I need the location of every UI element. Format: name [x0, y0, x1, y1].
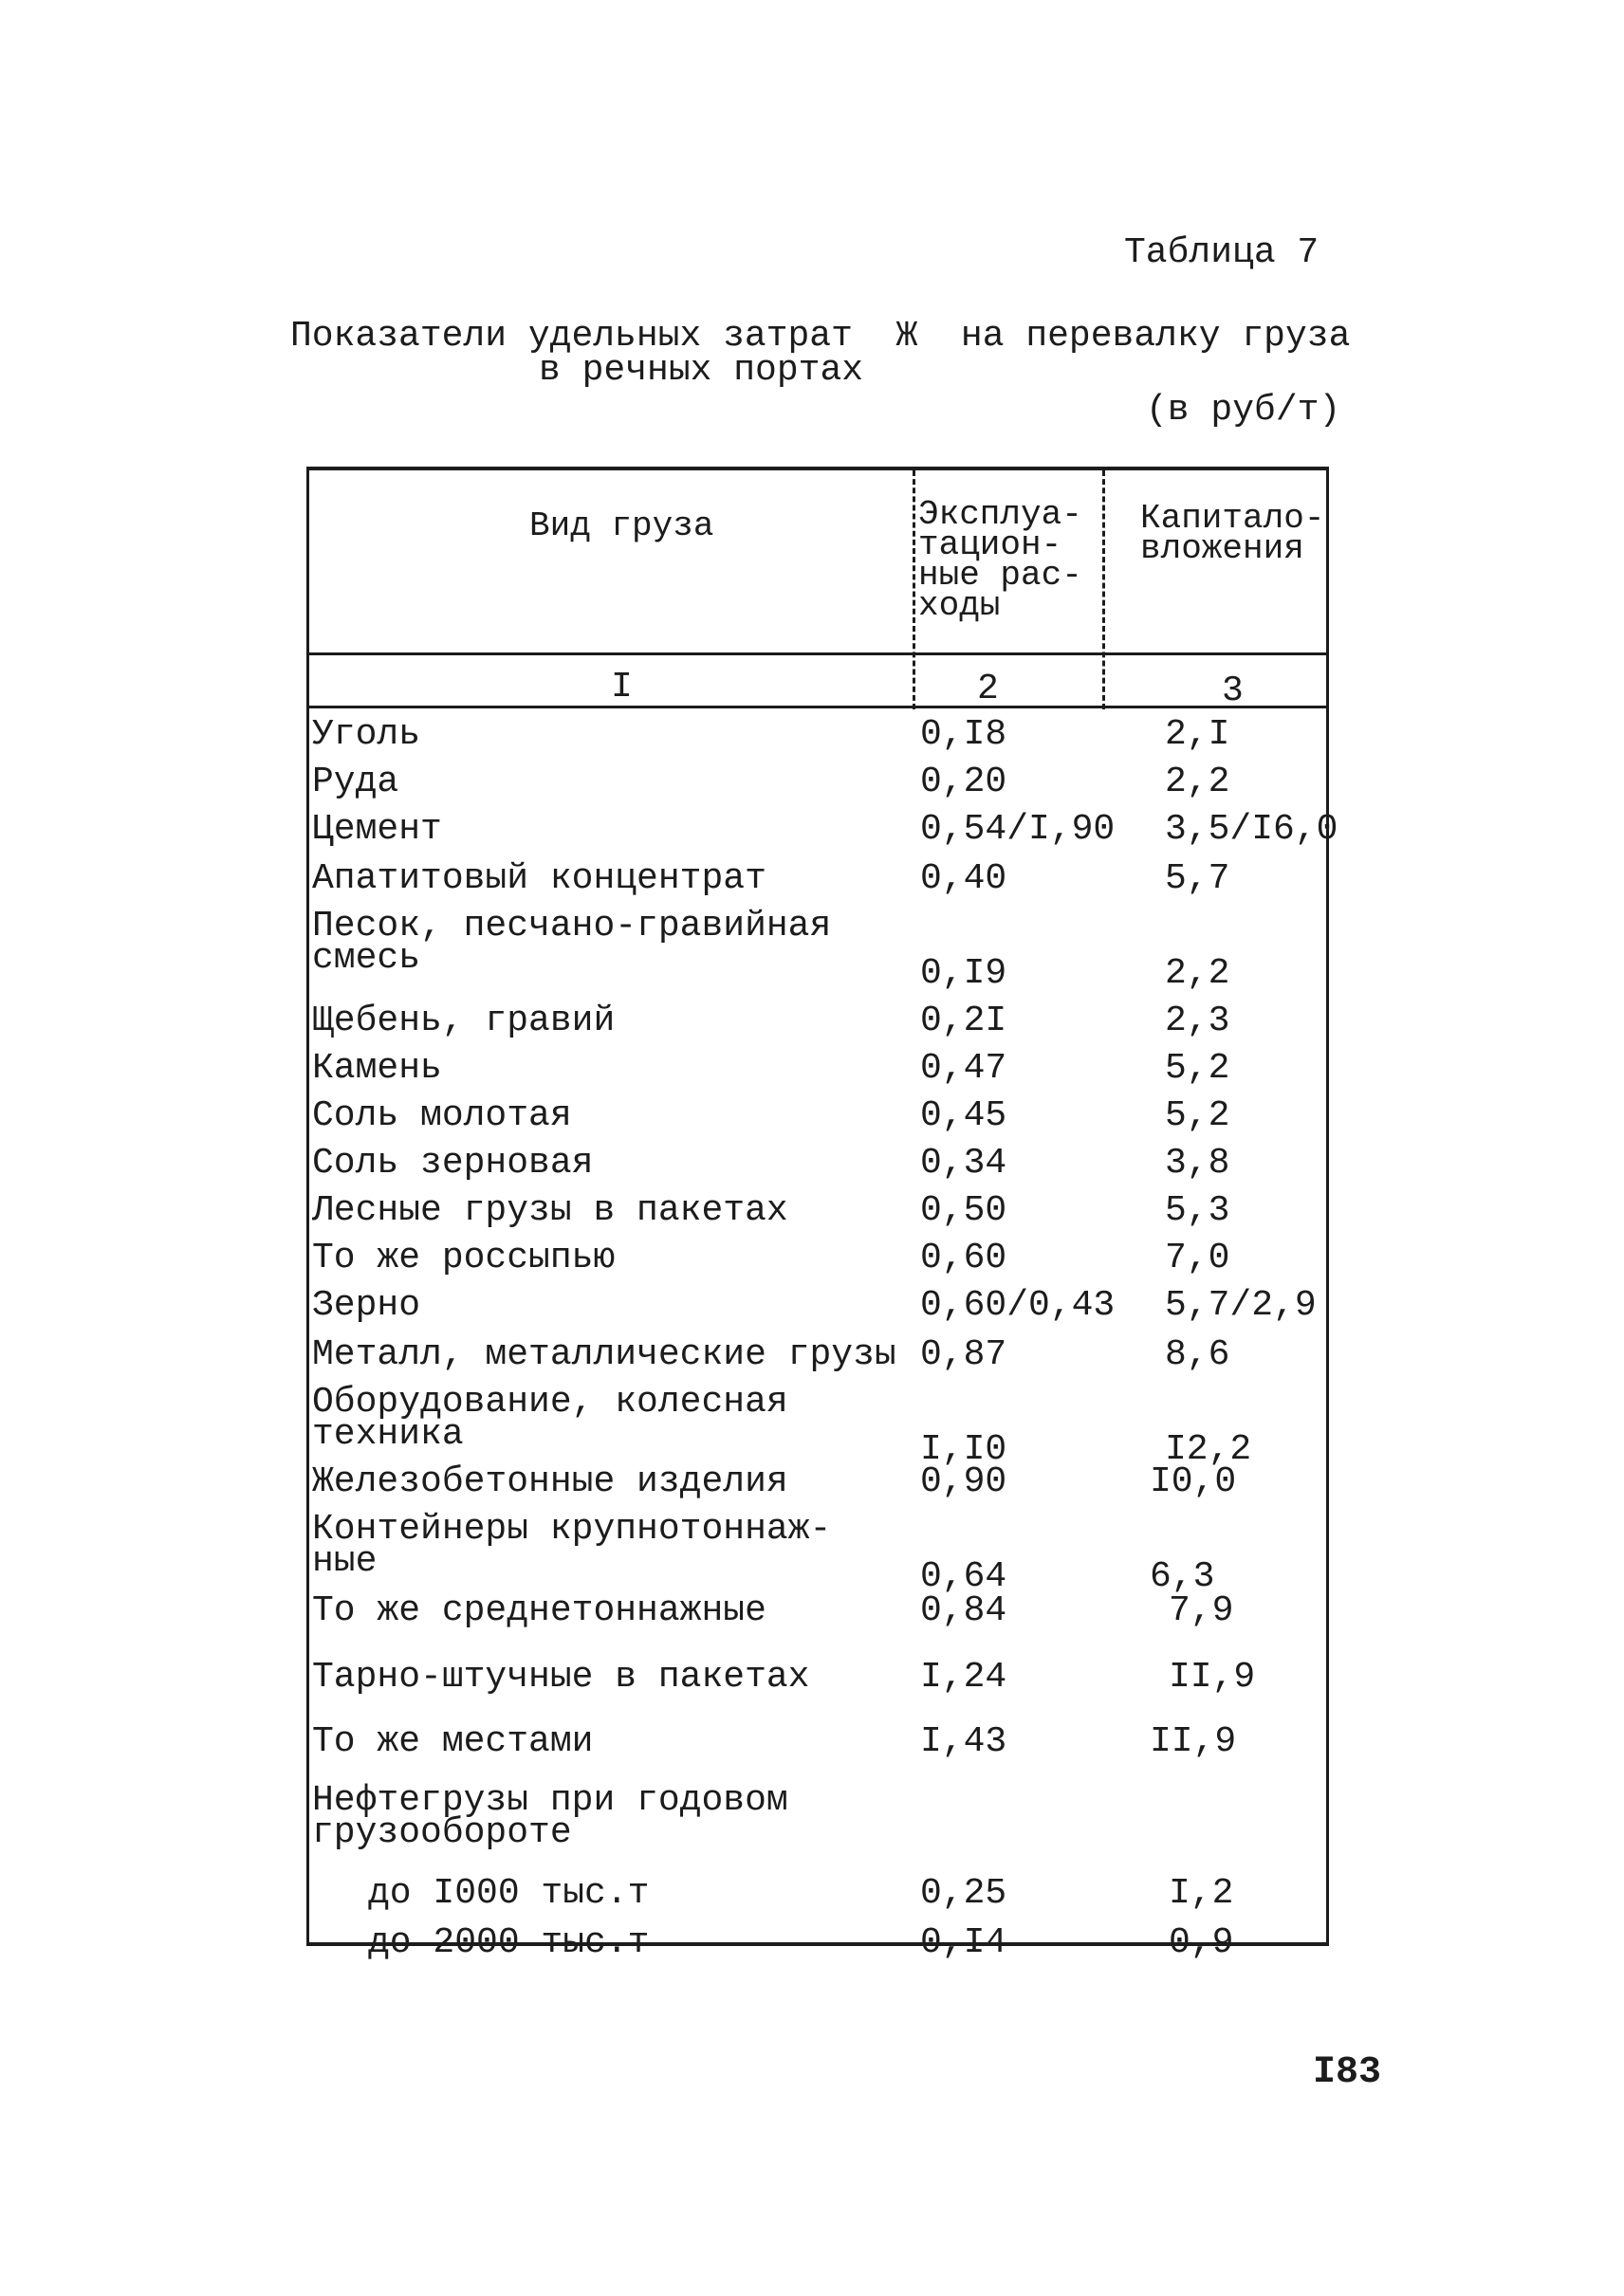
page-number: I83 [1313, 2051, 1382, 2094]
exploitation-cost: I,43 [920, 1721, 1007, 1762]
cargo-name: ные [312, 1541, 378, 1582]
cargo-name: смесь [312, 938, 421, 979]
exploitation-cost: 0,20 [920, 762, 1007, 802]
capital-investment: 5,2 [1165, 1048, 1230, 1089]
cargo-name: Уголь [312, 714, 421, 755]
exploitation-cost: 0,50 [920, 1190, 1007, 1231]
capital-investment: I2,2 [1165, 1429, 1252, 1470]
column-number-3: 3 [1222, 670, 1244, 711]
exploitation-cost: 0,64 [920, 1556, 1007, 1597]
capital-investment: II,9 [1169, 1657, 1256, 1698]
capital-investment: 3,5/I6,0 [1165, 809, 1338, 850]
capital-investment: I0,0 [1150, 1461, 1237, 1502]
header-divider [309, 652, 1326, 655]
column-number-2: 2 [977, 669, 999, 709]
header-exploitation-line-2: тацион- [918, 525, 1062, 564]
header-capital-line-2: вложения [1140, 529, 1304, 568]
column-separator-1 [913, 470, 915, 709]
exploitation-cost: I,I0 [920, 1429, 1007, 1470]
capital-investment: 7,9 [1169, 1590, 1234, 1631]
cargo-name: Железобетонные изделия [312, 1461, 788, 1502]
cargo-name: Цемент [312, 809, 442, 850]
column-number-divider [309, 706, 1326, 708]
title-line-1: Показатели удельных затрат Ж на перевалку груза [290, 316, 1351, 357]
capital-investment: I,2 [1169, 1873, 1234, 1914]
capital-investment: 2,3 [1165, 1001, 1230, 1041]
header-exploitation-line-1: Эксплуа- [918, 495, 1082, 534]
cargo-name: То же местами [312, 1721, 594, 1762]
cargo-name: То же среднетоннажные [312, 1590, 766, 1631]
header-cargo-type: Вид груза [529, 506, 714, 545]
cargo-name: техника [312, 1414, 464, 1455]
exploitation-cost: 0,34 [920, 1143, 1007, 1184]
capital-investment: 0,9 [1169, 1922, 1234, 1963]
exploitation-cost: 0,60/0,43 [920, 1285, 1116, 1326]
exploitation-cost: 0,60 [920, 1238, 1007, 1278]
exploitation-cost: I,24 [920, 1657, 1007, 1698]
exploitation-cost: 0,I9 [920, 953, 1007, 994]
capital-investment: 5,3 [1165, 1190, 1230, 1231]
cargo-name: Щебень, гравий [312, 1001, 616, 1041]
exploitation-cost: 0,90 [920, 1461, 1007, 1502]
cargo-name: до 2000 тыс.т [368, 1922, 650, 1963]
table-label: Таблица 7 [1124, 232, 1320, 273]
capital-investment: 8,6 [1165, 1334, 1230, 1375]
cargo-name: Лесные грузы в пакетах [312, 1190, 788, 1231]
exploitation-cost: 0,45 [920, 1095, 1007, 1136]
capital-investment: 3,8 [1165, 1143, 1230, 1184]
exploitation-cost: 0,84 [920, 1590, 1007, 1631]
cargo-name: до I000 тыс.т [368, 1873, 650, 1914]
cargo-name: Соль молотая [312, 1095, 572, 1136]
exploitation-cost: 0,I4 [920, 1922, 1007, 1963]
column-number-1: I [611, 667, 633, 707]
cargo-name: Руда [312, 762, 399, 802]
title-line-2: в речных портах [539, 350, 864, 391]
capital-investment: 2,2 [1165, 762, 1230, 802]
header-exploitation-line-4: ходы [918, 586, 1001, 625]
cargo-name: Контейнеры крупнотоннаж- [312, 1509, 832, 1550]
capital-investment: 5,2 [1165, 1095, 1230, 1136]
capital-investment: 2,2 [1165, 953, 1230, 994]
header-capital-line-1: Капитало- [1140, 499, 1325, 538]
header-exploitation-line-3: ные рас- [918, 556, 1082, 595]
cargo-name: Соль зерновая [312, 1143, 594, 1184]
cargo-name: Зерно [312, 1285, 421, 1326]
cargo-name: Нефтегрузы при годовом [312, 1780, 788, 1821]
cargo-name: Камень [312, 1048, 442, 1089]
exploitation-cost: 0,54/I,90 [920, 809, 1116, 850]
capital-investment: 6,3 [1150, 1556, 1215, 1597]
cargo-name: Апатитовый концентрат [312, 858, 766, 899]
cargo-name: грузообороте [312, 1812, 572, 1853]
cargo-name: То же россыпью [312, 1238, 616, 1278]
exploitation-cost: 0,87 [920, 1334, 1007, 1375]
cargo-name: Песок, песчано-гравийная [312, 906, 832, 946]
capital-investment: 7,0 [1165, 1238, 1230, 1278]
exploitation-cost: 0,I8 [920, 714, 1007, 755]
column-separator-2 [1102, 470, 1105, 709]
exploitation-cost: 0,40 [920, 858, 1007, 899]
exploitation-cost: 0,47 [920, 1048, 1007, 1089]
cargo-name: Металл, металлические грузы [312, 1334, 896, 1375]
cargo-name: Тарно-штучные в пакетах [312, 1657, 810, 1698]
capital-investment: 5,7 [1165, 858, 1230, 899]
capital-investment: 2,I [1165, 714, 1230, 755]
capital-investment: II,9 [1150, 1721, 1237, 1762]
capital-investment: 5,7/2,9 [1165, 1285, 1317, 1326]
unit-label: (в руб/т) [1146, 390, 1341, 431]
cargo-name: Оборудование, колесная [312, 1382, 788, 1423]
exploitation-cost: 0,2I [920, 1001, 1007, 1041]
exploitation-cost: 0,25 [920, 1873, 1007, 1914]
